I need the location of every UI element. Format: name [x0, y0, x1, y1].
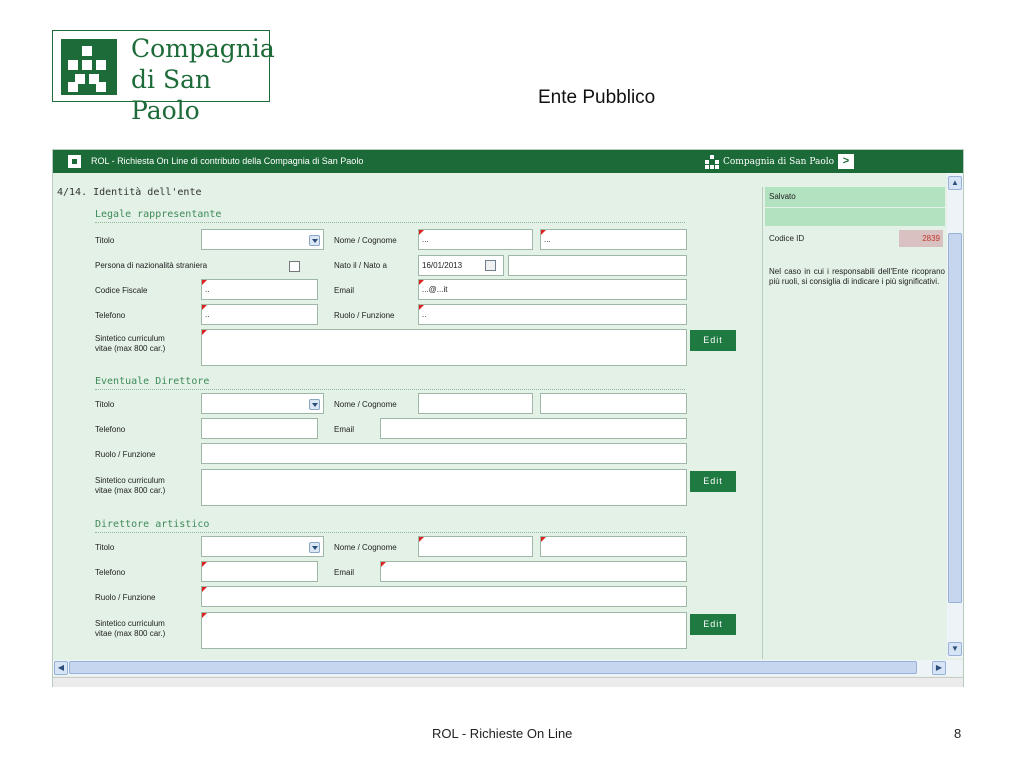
vertical-scroll-thumb[interactable] — [948, 233, 962, 603]
saved-status: Salvato — [765, 187, 945, 207]
cv-textarea[interactable] — [201, 329, 687, 366]
titolo-select[interactable] — [201, 393, 324, 414]
nome-cognome-label: Nome / Cognome — [334, 400, 397, 409]
luogo-nascita-input[interactable] — [508, 255, 687, 276]
cognome-input[interactable] — [540, 393, 687, 414]
section-title: 4/14. Identità dell'ente — [57, 187, 202, 198]
scroll-down-icon[interactable]: ▼ — [948, 642, 962, 656]
nato-label: Nato il / Nato a — [334, 261, 387, 270]
email-label: Email — [334, 425, 355, 434]
cv-label-line2: vitae (max 800 car.) — [95, 629, 166, 638]
straniera-checkbox[interactable] — [289, 261, 300, 272]
form-area — [53, 173, 760, 658]
telefono-input[interactable]: .. — [201, 304, 318, 325]
telefono-label: Telefono — [95, 311, 126, 320]
telefono-input[interactable] — [201, 561, 318, 582]
info-panel — [762, 187, 946, 659]
email-input[interactable] — [380, 418, 687, 439]
window-title: ROL - Richiesta On Line di contributo della Compagnia di San Paolo — [91, 156, 364, 166]
nome-input[interactable] — [418, 393, 533, 414]
telefono-label: Telefono — [95, 568, 126, 577]
horizontal-scroll-thumb[interactable] — [69, 661, 917, 674]
cognome-input[interactable]: ... — [540, 229, 687, 250]
ruolo-label: Ruolo / Funzione — [334, 311, 395, 320]
ruolo-input[interactable] — [201, 586, 687, 607]
horizontal-scrollbar[interactable] — [53, 660, 963, 676]
straniera-label: Persona di nazionalità straniera — [95, 261, 208, 270]
ruolo-label: Ruolo / Funzione — [95, 450, 156, 459]
slide-title: Ente Pubblico — [538, 87, 656, 108]
cv-textarea[interactable] — [201, 612, 687, 649]
cv-label-line2: vitae (max 800 car.) — [95, 486, 166, 495]
cv-label-line1: Sintetico curriculum — [95, 619, 165, 628]
title-bar — [53, 150, 963, 173]
logo-squares-icon — [61, 39, 117, 95]
app-icon — [68, 155, 81, 168]
codice-fiscale-input[interactable]: .. — [201, 279, 318, 300]
cv-label-line1: Sintetico curriculum — [95, 476, 165, 485]
ruolo-label: Ruolo / Funzione — [95, 593, 156, 602]
logo-line-1: Compagnia — [131, 34, 275, 63]
ruolo-input[interactable]: .. — [418, 304, 687, 325]
dropdown-arrow-icon[interactable] — [309, 399, 320, 410]
scroll-left-icon[interactable]: ◀ — [54, 661, 68, 675]
window-brand — [705, 155, 834, 169]
ruolo-input[interactable] — [201, 443, 687, 464]
cv-label-line2: vitae (max 800 car.) — [95, 344, 166, 353]
telefono-input[interactable] — [201, 418, 318, 439]
scroll-up-icon[interactable]: ▲ — [948, 176, 962, 190]
telefono-label: Telefono — [95, 425, 126, 434]
nome-input[interactable] — [418, 536, 533, 557]
titolo-select[interactable] — [201, 229, 324, 250]
edit-button[interactable]: Edit — [690, 614, 736, 635]
window-brand-name: Compagnia di San Paolo — [723, 157, 835, 167]
page-number: 8 — [954, 726, 962, 741]
cognome-input[interactable] — [540, 536, 687, 557]
codice-id-value: 2839 — [899, 230, 943, 247]
email-label: Email — [334, 568, 355, 577]
scroll-right-icon[interactable]: ▶ — [932, 661, 946, 675]
titolo-select[interactable] — [201, 536, 324, 557]
brand-squares-icon — [705, 155, 719, 169]
vertical-scrollbar[interactable] — [947, 173, 963, 658]
status-bar — [53, 677, 963, 687]
info-note: Nel caso in cui i responsabili dell'Ente ricoprano più ruoli, si consiglia di indicare i più significativi. — [769, 267, 945, 286]
titolo-label: Titolo — [95, 400, 115, 409]
edit-button[interactable]: Edit — [690, 471, 736, 492]
edit-button[interactable]: Edit — [690, 330, 736, 351]
logo-line-2: di San Paolo — [131, 65, 212, 125]
next-button[interactable]: > — [838, 154, 854, 169]
group-title-direttore: Eventuale Direttore — [95, 376, 685, 390]
app-window — [52, 149, 964, 687]
group-title-legale: Legale rappresentante — [95, 209, 685, 223]
nome-cognome-label: Nome / Cognome — [334, 543, 397, 552]
titolo-label: Titolo — [95, 236, 115, 245]
nome-input[interactable]: ... — [418, 229, 533, 250]
group-title-artistico: Direttore artistico — [95, 519, 685, 533]
codice-fiscale-label: Codice Fiscale — [95, 286, 148, 295]
saved-status-bar — [765, 208, 945, 226]
cv-textarea[interactable] — [201, 469, 687, 506]
dropdown-arrow-icon[interactable] — [309, 542, 320, 553]
email-input[interactable]: ...@...it — [418, 279, 687, 300]
data-nascita-input[interactable]: 16/01/2013 — [418, 255, 504, 276]
nome-cognome-label: Nome / Cognome — [334, 236, 397, 245]
dropdown-arrow-icon[interactable] — [309, 235, 320, 246]
email-label: Email — [334, 286, 355, 295]
logo-text — [131, 33, 275, 126]
cv-label-line1: Sintetico curriculum — [95, 334, 165, 343]
codice-id-label: Codice ID — [769, 234, 805, 243]
email-input[interactable] — [380, 561, 687, 582]
company-logo — [52, 30, 275, 125]
calendar-icon[interactable] — [485, 260, 496, 271]
titolo-label: Titolo — [95, 543, 115, 552]
footer-title: ROL - Richieste On Line — [432, 726, 573, 741]
